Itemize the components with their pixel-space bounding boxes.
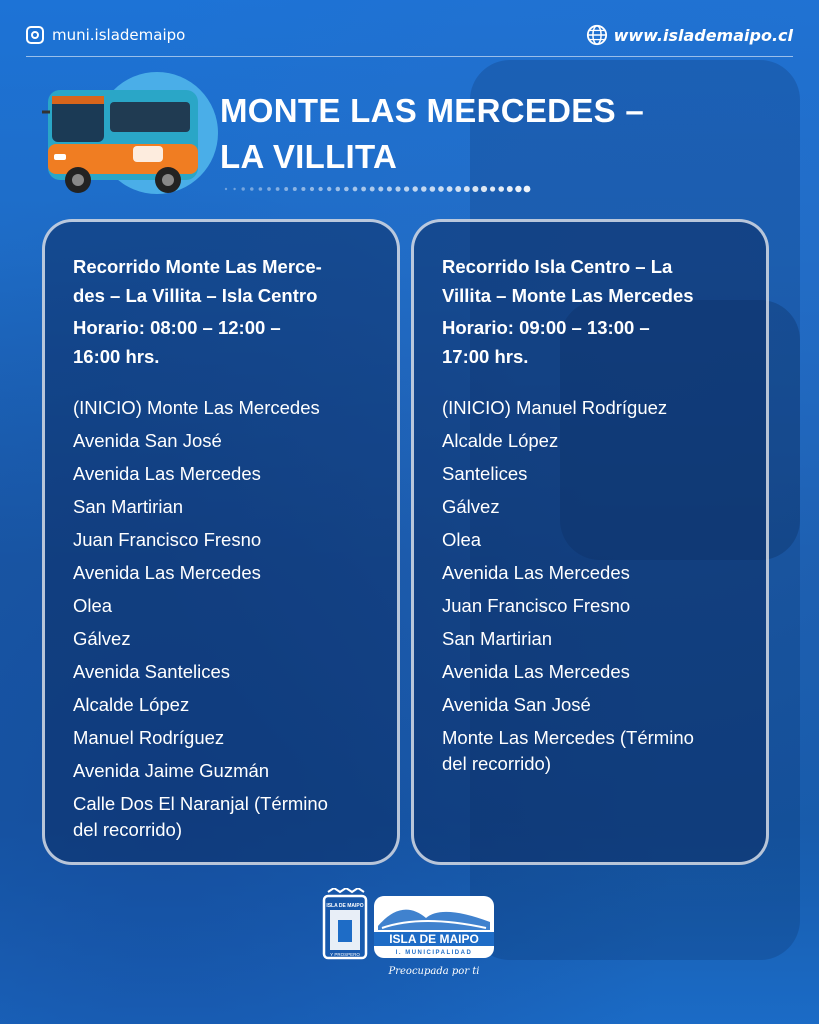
schedule-line: 16:00 hrs. xyxy=(73,346,160,367)
divider-dot xyxy=(413,186,418,191)
instagram-link[interactable] xyxy=(26,26,185,44)
route-schedule xyxy=(73,313,383,371)
divider-dot xyxy=(318,187,322,191)
title-line-2: LA VILLITA xyxy=(220,138,398,175)
divider-dot xyxy=(370,187,375,192)
stop-item: Alcalde López xyxy=(442,430,559,451)
route-heading-line: Villita – Monte Las Mercedes xyxy=(442,285,694,306)
divider-dot xyxy=(301,187,305,191)
divider-dot xyxy=(233,188,235,190)
stop-item: Olea xyxy=(73,595,113,616)
stop-list xyxy=(442,391,752,777)
divider-dot xyxy=(447,186,453,192)
stop-item: Avenida Las Mercedes xyxy=(73,463,261,484)
stop-item-line: del recorrido) xyxy=(442,753,551,774)
title-dotted-divider xyxy=(222,184,532,194)
stop-item: Olea xyxy=(442,529,482,550)
route-heading-line: Recorrido Isla Centro – La xyxy=(442,256,673,277)
crest-icon xyxy=(324,888,366,958)
divider-dot xyxy=(259,187,263,191)
schedule-line: Horario: 09:00 – 13:00 – xyxy=(442,317,650,338)
divider-dot xyxy=(284,187,288,191)
stop-item: (INICIO) Manuel Rodríguez xyxy=(442,397,668,418)
divider-dot xyxy=(507,186,513,192)
stop-item: Alcalde López xyxy=(73,694,190,715)
divider-dot xyxy=(515,186,521,192)
divider-dot xyxy=(524,186,531,193)
stop-item: (INICIO) Monte Las Mercedes xyxy=(73,397,320,418)
route-card-outbound xyxy=(42,219,400,865)
stop-item: Avenida San José xyxy=(73,430,222,451)
route-heading xyxy=(73,252,383,310)
stop-item: Santelices xyxy=(442,463,528,484)
divider-dot xyxy=(430,186,436,192)
stop-item: Gálvez xyxy=(73,628,131,649)
stop-item-line: Calle Dos El Naranjal (Término xyxy=(73,793,328,814)
divider-dot xyxy=(421,186,427,192)
divider-dot xyxy=(378,187,383,192)
divider-dot xyxy=(438,186,444,192)
divider-dot xyxy=(336,187,341,192)
divider-dot xyxy=(490,186,495,191)
divider-dot xyxy=(267,187,271,191)
stop-item: Juan Francisco Fresno xyxy=(73,529,262,550)
stop-item: Manuel Rodríguez xyxy=(73,727,225,748)
route-heading-line: Recorrido Monte Las Merce- xyxy=(73,256,322,277)
stop-item: Avenida Santelices xyxy=(73,661,231,682)
divider-dot xyxy=(404,186,409,191)
divider-dot xyxy=(225,188,227,190)
divider-dot xyxy=(387,186,392,191)
tagline: Preocupada por ti xyxy=(388,966,480,977)
divider-dot xyxy=(242,187,245,190)
top-bar xyxy=(26,22,793,57)
divider-dot xyxy=(276,187,280,191)
page-title xyxy=(220,88,644,180)
bus-illustration xyxy=(38,82,210,200)
globe-icon xyxy=(586,24,608,46)
divider-dot xyxy=(250,187,254,191)
instagram-icon xyxy=(26,26,44,44)
stop-item: Gálvez xyxy=(442,496,500,517)
divider-dot xyxy=(327,187,331,191)
divider-dot xyxy=(464,186,470,192)
route-card-return xyxy=(411,219,769,865)
divider-dot xyxy=(344,187,349,192)
route-schedule xyxy=(442,313,752,371)
stop-item-last xyxy=(73,791,383,843)
website-link[interactable] xyxy=(586,24,793,46)
stop-item: Avenida San José xyxy=(442,694,591,715)
municipality-logo xyxy=(322,888,502,984)
schedule-line: 17:00 hrs. xyxy=(442,346,529,367)
divider-dot xyxy=(310,187,314,191)
stop-item: Juan Francisco Fresno xyxy=(442,595,631,616)
stop-item: San Martirian xyxy=(442,628,553,649)
svg-text:ISLA DE MAIPO: ISLA DE MAIPO xyxy=(389,932,479,946)
svg-text:I. MUNICIPALIDAD: I. MUNICIPALIDAD xyxy=(395,950,473,956)
instagram-handle: muni.islademaipo xyxy=(52,26,186,44)
divider-dot xyxy=(498,186,504,192)
divider-dot xyxy=(293,187,297,191)
stop-item: Avenida Jaime Guzmán xyxy=(73,760,270,781)
stop-item-last xyxy=(442,725,752,777)
stop-item-line: Monte Las Mercedes (Término xyxy=(442,727,694,748)
brand-badge xyxy=(374,896,494,958)
title-line-1: MONTE LAS MERCEDES – xyxy=(220,92,645,129)
divider-dot xyxy=(472,186,478,192)
svg-text:Y PROSPERO: Y PROSPERO xyxy=(330,952,360,957)
schedule-line: Horario: 08:00 – 12:00 – xyxy=(73,317,281,338)
divider-dot xyxy=(481,186,487,192)
stop-list xyxy=(73,391,383,843)
website-url: www.islademaipo.cl xyxy=(613,25,793,45)
divider-dot xyxy=(455,186,461,192)
divider-dot xyxy=(353,187,358,192)
route-heading xyxy=(442,252,752,310)
route-heading-line: des – La Villita – Isla Centro xyxy=(73,285,318,306)
stop-item-line: del recorrido) xyxy=(73,819,182,840)
divider-dot xyxy=(395,186,400,191)
stop-item: San Martirian xyxy=(73,496,184,517)
svg-text:ISLA DE MAIPO: ISLA DE MAIPO xyxy=(326,903,364,909)
divider-dot xyxy=(361,187,366,192)
stop-item: Avenida Las Mercedes xyxy=(442,562,630,583)
stop-item: Avenida Las Mercedes xyxy=(442,661,630,682)
stop-item: Avenida Las Mercedes xyxy=(73,562,261,583)
